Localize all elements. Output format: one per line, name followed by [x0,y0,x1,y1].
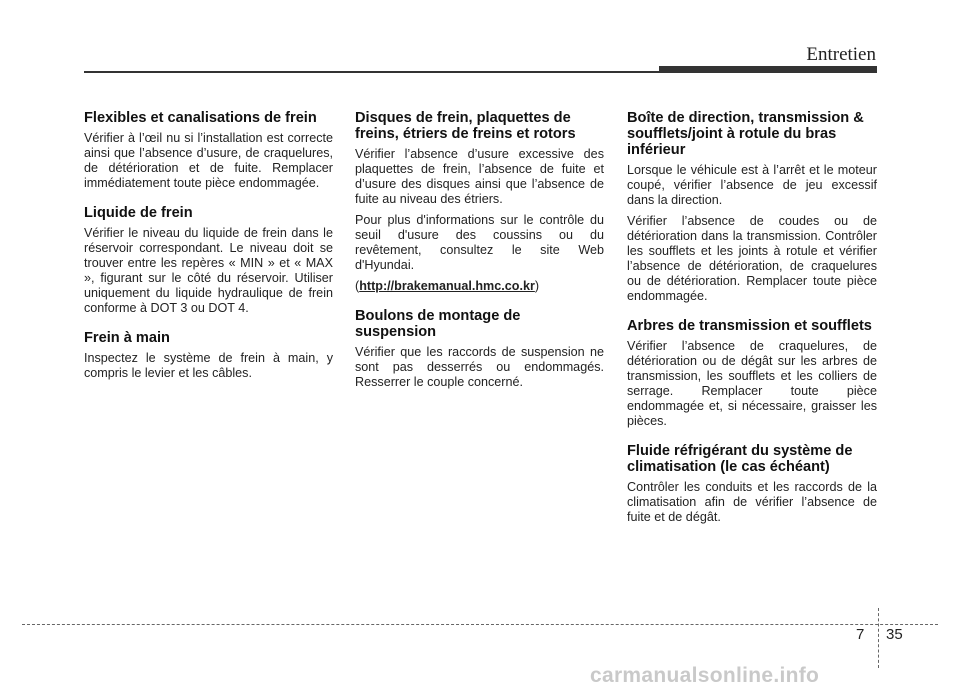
chapter-number: 7 [856,626,865,643]
section-heading: Arbres de transmission et soufflets [627,318,872,334]
section-heading: Frein à main [84,330,170,346]
section-parking-brake [84,330,333,381]
section-drive-shafts [627,318,877,429]
section-heading: Liquide de frein [84,205,193,221]
header-title: Entretien [806,44,876,65]
section-heading: Fluide réfrigérant du système de climatisation (le cas échéant) [627,443,853,475]
header-rule-thin [84,71,659,73]
link-paragraph [355,279,604,294]
section-paragraph: Vérifier l’absence de coudes ou de détérioration dans la transmission. Contrôler les soufflets et les joints à rotule et vérifier l’absence de détérioration, de craquelures ou de détérioration. Remplacer toute pièce endommagée. [627,214,877,303]
link-paren-open: ( [355,279,360,293]
section-paragraph: Vérifier l’absence d’usure excessive des plaquettes de frein, l’absence de fuite et d’usure des disques ainsi que l’absence de fuite au niveau des étriers. [355,147,604,206]
section-heading: Boîte de direction, transmission & soufflets/joint à rotule du bras inférieur [627,110,864,158]
brake-manual-link[interactable]: http://brakemanual.hmc.co.kr [359,279,535,293]
section-paragraph: Lorsque le véhicule est à l’arrêt et le moteur coupé, vérifier l’absence de jeu excessif dans la direction. [627,163,877,207]
footer-dashed-rule [22,624,938,625]
header-rule-thick [659,66,877,73]
section-brake-hoses [84,110,333,191]
watermark: carmanualsonline.info [590,664,820,687]
column-right [627,110,877,539]
column-left [84,110,333,395]
footer-page-divider [878,608,879,668]
section-paragraph: Inspectez le système de frein à main, y compris le levier et les câbles. [84,351,333,380]
column-middle [355,110,604,404]
section-brake-discs [355,110,604,294]
section-heading: Flexibles et canalisations de frein [84,110,317,126]
section-paragraph: Vérifier à l’œil nu si l’installation est correcte ainsi que l’absence d’usure, de craquelures, de détérioration et de fuite. Remplacer immédiatement toute pièce endommagée. [84,131,333,190]
section-brake-fluid [84,205,333,316]
section-ac-refrigerant [627,443,877,525]
section-paragraph: Vérifier l’absence de craquelures, de détérioration ou de dégât sur les arbres de transmission, les soufflets et les colliers de serrage. Remplacer toute pièce endommagée et, si nécessaire, graisser les pièces. [627,339,877,428]
link-paren-close: ) [534,279,540,293]
section-heading: Boulons de montage de suspension [355,308,521,340]
section-paragraph: Vérifier que les raccords de suspension ne sont pas desserrés ou endommagés. Resserrer le couple concerné. [355,345,604,389]
page-number: 35 [886,626,903,643]
section-paragraph: Vérifier le niveau du liquide de frein dans le réservoir correspondant. Le niveau doit se trouver entre les repères « MIN » et « MAX », figurant sur le côté du réservoir. Utiliser uniquement du liquide hydraulique de frein conforme à DOT 3 ou DOT 4. [84,226,333,315]
section-steering-box [627,110,877,304]
section-suspension-bolts [355,308,604,390]
section-paragraph: Pour plus d'informations sur le contrôle du seuil d'usure des coussins ou du revêtement, consultez le site Web d'Hyundai. [355,213,604,272]
section-paragraph: Contrôler les conduits et les raccords de la climatisation afin de vérifier l’absence de fuite et de dégât. [627,480,877,524]
section-heading: Disques de frein, plaquettes de freins, étriers de freins et rotors [355,110,576,142]
